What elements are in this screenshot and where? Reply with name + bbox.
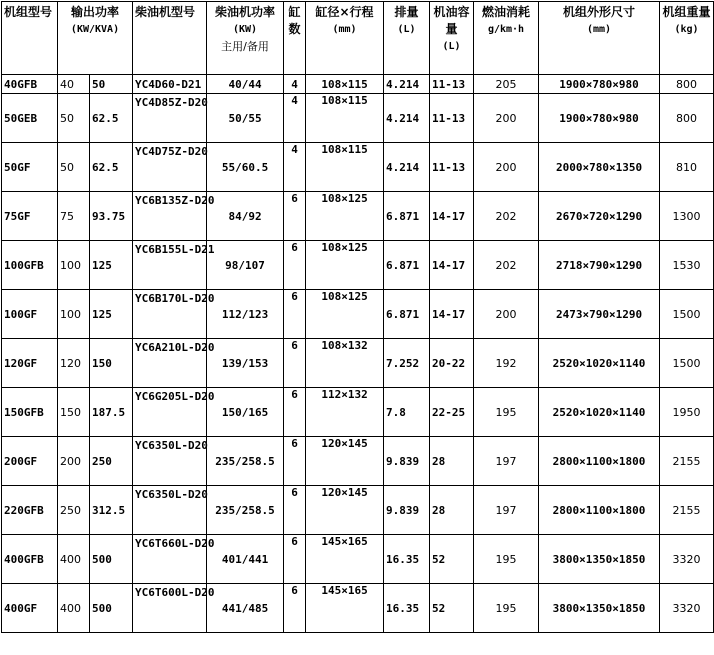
cell-engine-power: 98/107	[207, 241, 284, 290]
cell-dimensions: 3800×1350×1850	[539, 535, 660, 584]
cell-dimensions: 1900×780×980	[539, 75, 660, 94]
cell-engine-power: 55/60.5	[207, 143, 284, 192]
cell-fuel: 197	[474, 437, 539, 486]
header-engine-power: 柴油机功率 (KW) 主用/备用	[207, 2, 284, 75]
header-cylinders: 缸数	[284, 2, 306, 75]
cell-displacement: 9.839	[384, 437, 430, 486]
header-output-power: 输出功率 (KW/KVA)	[58, 2, 133, 75]
cell-dimensions: 2473×790×1290	[539, 290, 660, 339]
cell-engine-model: YC6T600L-D20	[133, 584, 207, 633]
cell-oil-capacity: 52	[430, 535, 474, 584]
table-row	[2, 143, 714, 192]
cell-kva: 250	[90, 437, 133, 486]
header-row	[2, 2, 714, 75]
cell-unit: 100GFB	[2, 241, 58, 290]
table-row	[2, 339, 714, 388]
cell-unit: 100GF	[2, 290, 58, 339]
cell-engine-model: YC6B170L-D20	[133, 290, 207, 339]
cell-cylinders: 4	[284, 94, 306, 143]
cell-weight: 1500	[660, 339, 714, 388]
cell-dimensions: 2800×1100×1800	[539, 437, 660, 486]
table-row	[2, 241, 714, 290]
spec-table	[1, 1, 714, 633]
header-weight: 机组重量 (kg)	[660, 2, 714, 75]
cell-engine-power: 235/258.5	[207, 437, 284, 486]
cell-engine-power: 441/485	[207, 584, 284, 633]
table-row	[2, 388, 714, 437]
cell-oil-capacity: 11-13	[430, 75, 474, 94]
cell-kw: 100	[58, 241, 90, 290]
cell-kva: 500	[90, 535, 133, 584]
header-dimensions: 机组外形尺寸 (mm)	[539, 2, 660, 75]
cell-kva: 62.5	[90, 94, 133, 143]
cell-kva: 187.5	[90, 388, 133, 437]
cell-bore-stroke: 108×115	[306, 94, 384, 143]
cell-dimensions: 2520×1020×1140	[539, 339, 660, 388]
cell-cylinders: 6	[284, 339, 306, 388]
cell-dimensions: 2800×1100×1800	[539, 486, 660, 535]
cell-engine-power: 112/123	[207, 290, 284, 339]
cell-engine-power: 84/92	[207, 192, 284, 241]
cell-oil-capacity: 11-13	[430, 143, 474, 192]
table-row	[2, 290, 714, 339]
cell-kw: 50	[58, 94, 90, 143]
cell-engine-power: 40/44	[207, 75, 284, 94]
cell-dimensions: 2000×780×1350	[539, 143, 660, 192]
cell-cylinders: 6	[284, 388, 306, 437]
cell-kw: 150	[58, 388, 90, 437]
cell-engine-power: 401/441	[207, 535, 284, 584]
cell-oil-capacity: 28	[430, 437, 474, 486]
cell-weight: 1300	[660, 192, 714, 241]
cell-displacement: 6.871	[384, 241, 430, 290]
cell-kw: 50	[58, 143, 90, 192]
cell-engine-power: 235/258.5	[207, 486, 284, 535]
cell-bore-stroke: 108×125	[306, 290, 384, 339]
cell-weight: 1950	[660, 388, 714, 437]
cell-unit: 400GFB	[2, 535, 58, 584]
cell-oil-capacity: 14-17	[430, 241, 474, 290]
cell-cylinders: 6	[284, 290, 306, 339]
table-row	[2, 75, 714, 94]
cell-bore-stroke: 108×125	[306, 192, 384, 241]
cell-unit: 400GF	[2, 584, 58, 633]
cell-kw: 400	[58, 584, 90, 633]
cell-fuel: 200	[474, 143, 539, 192]
cell-unit: 120GF	[2, 339, 58, 388]
cell-bore-stroke: 120×145	[306, 437, 384, 486]
cell-fuel: 195	[474, 584, 539, 633]
cell-kw: 400	[58, 535, 90, 584]
cell-bore-stroke: 145×165	[306, 584, 384, 633]
cell-displacement: 7.8	[384, 388, 430, 437]
cell-unit: 200GF	[2, 437, 58, 486]
cell-cylinders: 6	[284, 486, 306, 535]
cell-kw: 100	[58, 290, 90, 339]
table-row	[2, 94, 714, 143]
cell-kw: 200	[58, 437, 90, 486]
cell-engine-model: YC6A210L-D20	[133, 339, 207, 388]
cell-bore-stroke: 145×165	[306, 535, 384, 584]
cell-weight: 800	[660, 75, 714, 94]
cell-dimensions: 3800×1350×1850	[539, 584, 660, 633]
cell-displacement: 7.252	[384, 339, 430, 388]
cell-engine-power: 50/55	[207, 94, 284, 143]
cell-displacement: 4.214	[384, 143, 430, 192]
cell-cylinders: 4	[284, 143, 306, 192]
cell-fuel: 200	[474, 94, 539, 143]
cell-unit: 50GF	[2, 143, 58, 192]
cell-bore-stroke: 120×145	[306, 486, 384, 535]
table-row	[2, 584, 714, 633]
cell-bore-stroke: 108×115	[306, 75, 384, 94]
cell-weight: 3320	[660, 535, 714, 584]
cell-displacement: 4.214	[384, 75, 430, 94]
cell-cylinders: 6	[284, 584, 306, 633]
cell-weight: 3320	[660, 584, 714, 633]
cell-oil-capacity: 28	[430, 486, 474, 535]
cell-fuel: 200	[474, 290, 539, 339]
header-displacement: 排量 (L)	[384, 2, 430, 75]
cell-oil-capacity: 14-17	[430, 290, 474, 339]
header-bore-stroke: 缸径×行程 (mm)	[306, 2, 384, 75]
cell-fuel: 205	[474, 75, 539, 94]
cell-unit: 50GEB	[2, 94, 58, 143]
cell-engine-model: YC4D60-D21	[133, 75, 207, 94]
cell-engine-model: YC6B155L-D21	[133, 241, 207, 290]
cell-bore-stroke: 108×125	[306, 241, 384, 290]
cell-kva: 500	[90, 584, 133, 633]
cell-weight: 2155	[660, 437, 714, 486]
cell-kva: 93.75	[90, 192, 133, 241]
cell-fuel: 192	[474, 339, 539, 388]
cell-weight: 1530	[660, 241, 714, 290]
cell-kva: 50	[90, 75, 133, 94]
cell-displacement: 16.35	[384, 535, 430, 584]
header-oil-capacity: 机油容量 (L)	[430, 2, 474, 75]
cell-dimensions: 1900×780×980	[539, 94, 660, 143]
cell-engine-model: YC4D85Z-D20	[133, 94, 207, 143]
cell-kva: 62.5	[90, 143, 133, 192]
header-engine-model: 柴油机型号	[133, 2, 207, 75]
cell-kw: 120	[58, 339, 90, 388]
cell-weight: 1500	[660, 290, 714, 339]
table-row	[2, 486, 714, 535]
cell-engine-model: YC6T660L-D20	[133, 535, 207, 584]
cell-engine-model: YC6350L-D20	[133, 437, 207, 486]
cell-fuel: 202	[474, 192, 539, 241]
cell-weight: 800	[660, 94, 714, 143]
cell-cylinders: 6	[284, 192, 306, 241]
cell-weight: 810	[660, 143, 714, 192]
cell-displacement: 6.871	[384, 290, 430, 339]
cell-engine-power: 139/153	[207, 339, 284, 388]
cell-oil-capacity: 22-25	[430, 388, 474, 437]
cell-unit: 150GFB	[2, 388, 58, 437]
cell-fuel: 202	[474, 241, 539, 290]
cell-engine-model: YC6B135Z-D20	[133, 192, 207, 241]
header-unit: 机组型号	[2, 2, 58, 75]
cell-weight: 2155	[660, 486, 714, 535]
cell-kw: 250	[58, 486, 90, 535]
cell-dimensions: 2520×1020×1140	[539, 388, 660, 437]
cell-unit: 40GFB	[2, 75, 58, 94]
cell-unit: 75GF	[2, 192, 58, 241]
cell-engine-power: 150/165	[207, 388, 284, 437]
cell-oil-capacity: 11-13	[430, 94, 474, 143]
cell-displacement: 6.871	[384, 192, 430, 241]
cell-kva: 125	[90, 241, 133, 290]
cell-fuel: 195	[474, 388, 539, 437]
cell-unit: 220GFB	[2, 486, 58, 535]
cell-bore-stroke: 108×132	[306, 339, 384, 388]
cell-kw: 40	[58, 75, 90, 94]
cell-displacement: 16.35	[384, 584, 430, 633]
cell-fuel: 195	[474, 535, 539, 584]
table-row	[2, 192, 714, 241]
cell-kva: 312.5	[90, 486, 133, 535]
cell-kw: 75	[58, 192, 90, 241]
cell-engine-model: YC6G205L-D20	[133, 388, 207, 437]
cell-oil-capacity: 20-22	[430, 339, 474, 388]
header-fuel: 燃油消耗 g/km·h	[474, 2, 539, 75]
cell-kva: 150	[90, 339, 133, 388]
cell-cylinders: 6	[284, 437, 306, 486]
cell-displacement: 9.839	[384, 486, 430, 535]
cell-oil-capacity: 14-17	[430, 192, 474, 241]
cell-cylinders: 6	[284, 241, 306, 290]
cell-fuel: 197	[474, 486, 539, 535]
table-row	[2, 437, 714, 486]
cell-kva: 125	[90, 290, 133, 339]
table-row	[2, 535, 714, 584]
cell-cylinders: 4	[284, 75, 306, 94]
cell-engine-model: YC6350L-D20	[133, 486, 207, 535]
cell-dimensions: 2718×790×1290	[539, 241, 660, 290]
cell-engine-model: YC4D75Z-D20	[133, 143, 207, 192]
cell-displacement: 4.214	[384, 94, 430, 143]
cell-bore-stroke: 112×132	[306, 388, 384, 437]
cell-oil-capacity: 52	[430, 584, 474, 633]
cell-cylinders: 6	[284, 535, 306, 584]
cell-dimensions: 2670×720×1290	[539, 192, 660, 241]
cell-bore-stroke: 108×115	[306, 143, 384, 192]
